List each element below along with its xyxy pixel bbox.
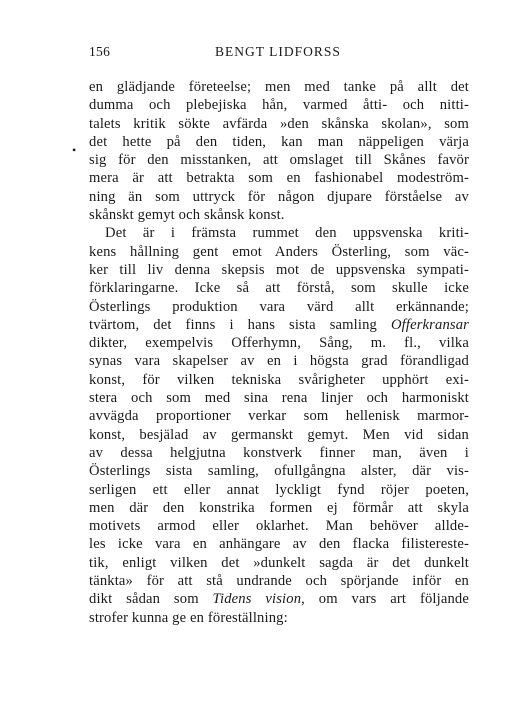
- text-line: konst, besjälad av germanskt gemyt. Men vid sidan: [89, 426, 469, 443]
- text-line: förklaringarne. Icke så att förstå, som skulle icke: [89, 280, 469, 297]
- text-line: Österlings sista samling, ofullgångna alster, där vis-: [89, 463, 469, 480]
- text-line: strofer kunna ge en föreställning:: [89, 609, 288, 626]
- text-line: kens hållning gent emot Anders Österling, som väc-: [89, 243, 469, 260]
- text-segment: , om vars art följande: [301, 591, 469, 608]
- body-text: [89, 78, 469, 627]
- margin-mark: •: [72, 143, 77, 157]
- text-line: dumma och plebejiska hån, varmed åtti- och nitti-: [89, 97, 469, 114]
- text-line: tik, enligt vilken det »dunkelt sagda är det dunkelt: [89, 554, 469, 571]
- text-line: motivets armod eller oklarhet. Man behöver allde-: [89, 518, 469, 535]
- text-line: [89, 316, 469, 334]
- text-line: mera är att betrakta som en fashionabel modeström-: [89, 170, 469, 187]
- text-line: det hette på den tiden, kan man näppeligen värja: [89, 133, 469, 150]
- text-line: [89, 590, 469, 608]
- text-line: men där den konstrika formen ej förmår att skyla: [89, 499, 469, 516]
- text-line: stera och som med sina rena linjer och harmoniskt: [89, 390, 469, 407]
- text-line: av dessa helgjutna konstverk finner man, även i: [89, 444, 469, 461]
- text-line: skånskt gemyt och skånsk konst.: [89, 207, 285, 224]
- text-line: en glädjande företeelse; men med tanke på allt det: [89, 79, 469, 95]
- text-segment: tvärtom, det finns i hans sista samling: [89, 316, 391, 333]
- book-title: Offerkransar: [390, 316, 469, 333]
- text-line: ning än som uttryck för någon djupare förståelse av: [89, 188, 469, 205]
- text-line: Det är i främsta rummet den uppsvenska kriti-: [105, 225, 469, 242]
- text-line: les icke vara en anhängare av den flacka filistereste-: [89, 536, 469, 553]
- text-line: Österlings produktion vara värd allt erkännande;: [89, 298, 469, 315]
- page-number: 156: [89, 44, 111, 59]
- text-line: konst, för vilken tekniska svårigheter upphört exi-: [89, 371, 469, 388]
- running-head: BENGT LIDFORSS: [215, 44, 341, 59]
- text-line: avvägda proportioner verkar som hellenisk marmor-: [89, 408, 469, 425]
- text-line: tänkta» för att stå undrande och spörjande inför en: [89, 573, 469, 590]
- text-segment: dikt sådan som: [89, 591, 213, 608]
- text-line: ker till liv denna skepsis mot de uppsvenska sympati-: [89, 261, 469, 278]
- text-line: serligen ett eller annat lyckligt fynd röjer poeten,: [89, 481, 469, 498]
- text-line: sig för den misstanken, att omslaget till Skånes favör: [89, 152, 469, 169]
- text-line: dikter, exempelvis Offerhymn, Sång, m. fl., vilka: [89, 335, 469, 352]
- poem-title: Tidens vision: [212, 591, 302, 608]
- text-line: synas vara skapelser av en i högsta grad förandligad: [89, 353, 469, 370]
- page-header: [89, 44, 467, 64]
- text-line: talets kritik sökte avfärda »den skånska skolan», som: [89, 115, 469, 132]
